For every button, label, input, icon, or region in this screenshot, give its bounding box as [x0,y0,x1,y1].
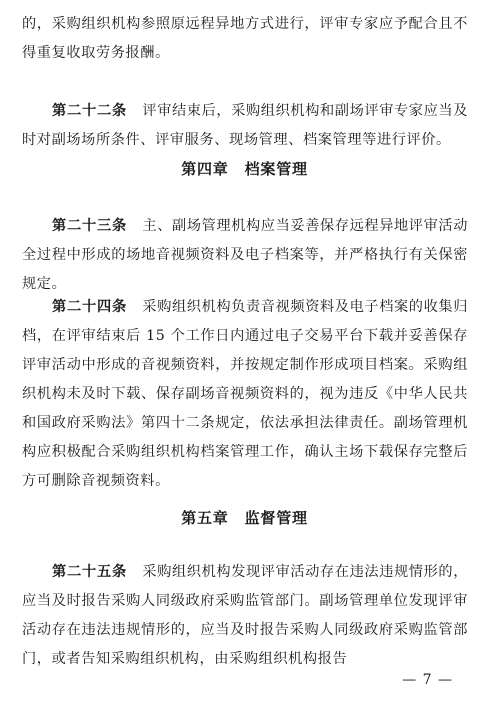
article-22 [22,97,468,155]
article-24 [22,293,468,496]
page-number: — 7 — [402,672,453,688]
article-number: 第二十四条 [52,299,128,315]
chapter-heading-5 [0,507,489,528]
chapter-title: 监督管理 [244,509,308,527]
article-25 [22,558,468,674]
chapter-heading-4 [0,158,489,179]
chapter-number: 第五章 [181,509,229,527]
paragraph-text: 的，采购组织机构参照原远程异地方式进行，评审专家应予配合且不得重复收取劳务报酬。 [22,16,468,61]
article-text: 评审结束后，采购组织机构和副场评审专家应当及时对副场场所条件、评审服务、现场管理、档案管理等进行评价。 [22,103,468,148]
article-text: 采购组织机构负责音视频资料及电子档案的收集归档，在评审结束后 15 个工作日内通过电子交易平台下载并妥善保存评审活动中形成的音视频资料，并按规定制作形成项目档案。采购组织机构未及时下载、保存副场音视频资料的，视为违反《中华人民共和国政府采购法》第四十二条规定，依法承担法律责任。副场管理机构应积极配合采购组织机构档案管理工作，确认主场下载保存完整后方可删除音视频资料。 [22,299,468,489]
chapter-title: 档案管理 [244,160,308,178]
article-number: 第二十三条 [52,218,128,234]
article-text: 采购组织机构发现评审活动存在违法违规情形的，应当及时报告采购人同级政府采购监管部门。副场管理单位发现评审活动存在违法违规情形的，应当及时报告采购人同级政府采购监管部门，或者告知采购组织机构，由采购组织机构报告 [22,564,468,667]
paragraph-continuation [22,10,468,68]
article-number: 第二十五条 [52,564,128,580]
chapter-number: 第四章 [181,160,229,178]
article-number: 第二十二条 [52,103,128,119]
article-23 [22,212,468,299]
article-text: 主、副场管理机构应当妥善保存远程异地评审活动全过程中形成的场地音视频资料及电子档案等，并严格执行有关保密规定。 [22,218,468,292]
